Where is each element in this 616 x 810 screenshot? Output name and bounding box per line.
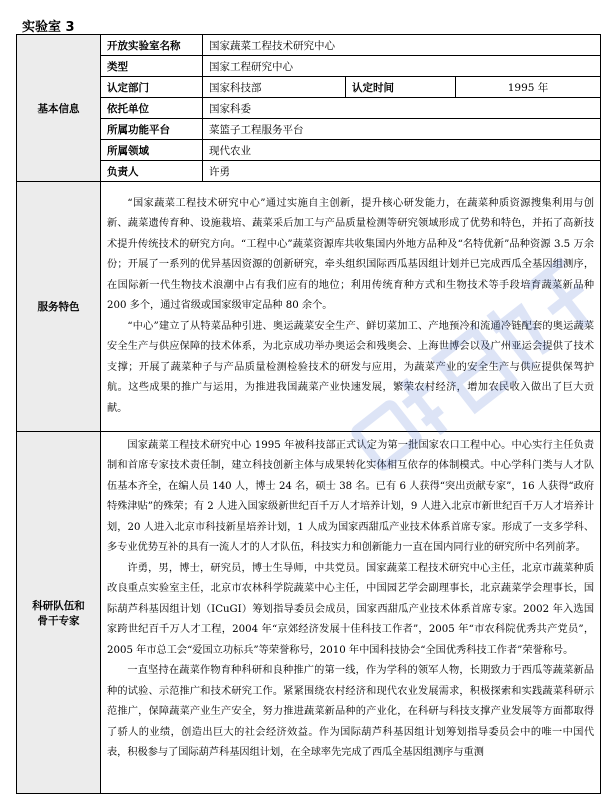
- label-approval-time: 认定时间: [346, 77, 456, 98]
- value-platform: 菜篮子工程服务平台: [203, 119, 601, 140]
- value-director: 许勇: [203, 161, 601, 182]
- value-lab-name: 国家蔬菜工程技术研究中心: [203, 35, 601, 56]
- label-director: 负责人: [101, 161, 203, 182]
- service-paragraph: “中心”建立了从特菜品种引进、奥运蔬菜安全生产、鲜切菜加工、产地预冷和流通冷链配套的奥运蔬菜安全生产与供应保障的技术体系，为北京成功举办奥运会和残奥会、上海世博会以及广州亚运会提供了技术支撑；开展了蔬菜种子与产品质量检测检验技术的研发与应用，为蔬菜产业的安全生产与供应提供保驾护航。这些成果的推广与运用，为推进我国蔬菜产业快速发展，繁荣农村经济，增加农民收入做出了巨大贡献。: [107, 320, 595, 414]
- lab-info-table: [16, 34, 601, 794]
- category-team: [17, 432, 101, 794]
- team-paragraph: 一直坚持在蔬菜作物育种科研和良种推广的第一线，作为学科的领军人物，长期致力于西瓜等蔬菜新品种的试验、示范推广和技术研究工作。紧紧围绕农村经济和现代农业发展需求，积极探索和实践蔬菜科研示范推广，保障蔬菜产业生产安全，努力推进蔬菜新品种的产业化，在科研与科技支撑产业发展等方面都取得了骄人的业绩，创造出巨大的社会经济效益。作为国际葫芦科基因组计划筹划指导委员会中的唯一中国代表，积极参与了国际葫芦科基因组计划，在全球率先完成了西瓜全基因组测序与重测: [107, 665, 595, 758]
- label-field: 所属领域: [101, 140, 203, 161]
- service-paragraph: “国家蔬菜工程技术研究中心”通过实施自主创新，提升核心研发能力，在蔬菜种质资源搜集利用与创新、蔬菜遗传育种、设施栽培、蔬菜采后加工与产品质量检测等研究领域形成了优势和特色，并拓了高新技术提升传统技术的研究方向。“工程中心”蔬菜资源库共收集国内外地方品种及“名特优新”品种资源 3.5 万余份；开展了一系列的优异基因资源的创新研究，牵头组织国际西瓜基因组计划并已完成西瓜全基因组测序，在国际新一代生物技术浪潮中占有我们应有的地位；利用传统育种方式和生物技术等手段培育蔬菜新品种 200 多个，通过省级或国家级审定品种 80 余个。: [107, 197, 595, 312]
- row-service: [17, 182, 601, 432]
- team-text: [101, 432, 601, 794]
- row-type: [17, 56, 601, 77]
- value-approval-time: 1995 年: [456, 77, 601, 98]
- team-paragraph: 许勇，男，博士，研究员，博士生导师，中共党员。国家蔬菜工程技术研究中心主任，北京市蔬菜种质改良重点实验室主任，北京市农林科学院蔬菜中心主任，中国园艺学会副理事长，北京蔬菜学会理事长，国际葫芦科基因组计划（ICuGI）筹划指导委员会成员，国家西甜瓜产业技术体系首席专家。2002 年入选国家跨世纪百千万人才工程，2004 年“京郊经济发展十佳科技工作者”，2005 年“市农科院优秀共产党员”，2005 年市总工会“爱国立功标兵”等荣誉称号，2010 年中国科技协会“全国优秀科技工作者”荣誉称号。: [107, 562, 595, 656]
- label-type: 类型: [101, 56, 203, 77]
- team-paragraph: 国家蔬菜工程技术研究中心 1995 年被科技部正式认定为第一批国家农口工程中心。中心实行主任负责制和首席专家技术责任制，建立科技创新主体与成果转化实体相互依存的体制模式。中心学科门类与人才队伍基本齐全，在编人员 140 人，博士 24 名，硕士 38 名。已有 6 人获得“突出贡献专家”，16 人获得“政府特殊津贴”的殊荣；有 2 人进入国家级新世纪百千万人才培养计划，9 人进入北京市新世纪百千万人才培养计划，20 人进入北京市科技新星培养计划，1 人成为国家西甜瓜产业技术体系首席专家。形成了一支多学科、多专业优势互补的具有一流人才的人才队伍，科技实力和创新能力一直在国内同行业的研究所中名列前茅。: [107, 439, 595, 553]
- row-host-unit: [17, 98, 601, 119]
- category-service: 服务特色: [17, 182, 101, 432]
- category-team-line2: 骨干专家: [37, 614, 80, 627]
- label-lab-name: 开放实验室名称: [101, 35, 203, 56]
- row-field: [17, 140, 601, 161]
- service-text: [101, 182, 601, 432]
- category-team-line1: 科研队伍和: [32, 599, 85, 612]
- label-platform: 所属功能平台: [101, 119, 203, 140]
- row-lab-name: [17, 35, 601, 56]
- label-host-unit: 依托单位: [101, 98, 203, 119]
- row-director: [17, 161, 601, 182]
- label-approval-dept: 认定部门: [101, 77, 203, 98]
- page-heading: 实验室 3: [22, 20, 75, 35]
- row-team: [17, 432, 601, 794]
- value-type: 国家工程研究中心: [203, 56, 601, 77]
- category-basic-info: 基本信息: [17, 35, 101, 182]
- row-approval: [17, 77, 601, 98]
- value-host-unit: 国家科委: [203, 98, 601, 119]
- value-approval-dept: 国家科技部: [203, 77, 346, 98]
- row-platform: [17, 119, 601, 140]
- value-field: 现代农业: [203, 140, 601, 161]
